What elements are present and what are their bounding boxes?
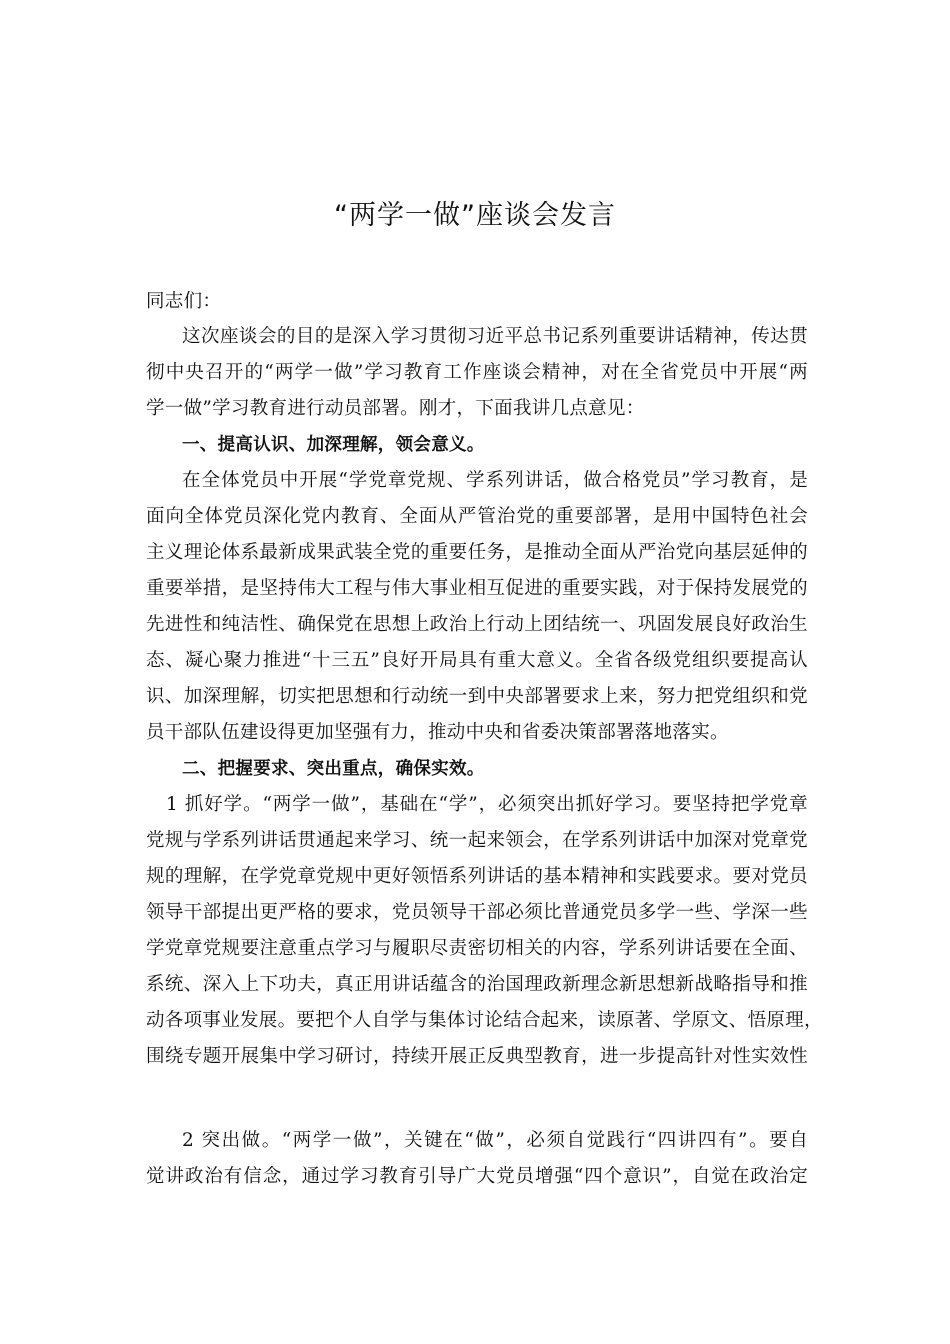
- paragraph-line: 在全体党员中开展“学党章党规、学系列讲话，做合格党员”学习教育，是: [182, 470, 808, 491]
- paragraph-line: 2 突出做。“两学一做”，关键在“做”，必须自觉践行“四讲四有”。要自: [182, 1130, 808, 1151]
- paragraph-line: 围绕专题开展集中学习研讨，持续开展正反典型教育，进一步提高针对性实效性: [146, 1046, 808, 1067]
- paragraph-line: 识、加深理解，切实把思想和行动统一到中央部署要求上来，努力把党组织和党: [146, 686, 808, 707]
- paragraph-line: 先进性和纯洁性、确保党在思想上政治上行动上团结统一、巩固发展良好政治生: [146, 614, 808, 635]
- salutation: 同志们：: [146, 291, 222, 312]
- paragraph-line: 这次座谈会的目的是深入学习贯彻习近平总书记系列重要讲话精神，传达贯: [182, 326, 808, 347]
- section-heading: 二、把握要求、突出重点，确保实效。: [182, 759, 485, 779]
- paragraph-line: 觉讲政治有信念，通过学习教育引导广大党员增强“四个意识”，自觉在政治定: [146, 1166, 808, 1187]
- paragraph-line: 领导干部提出更严格的要求，党员领导干部必须比普通党员多学一些、学深一些: [146, 902, 808, 923]
- paragraph-line: 彻中央召开的“两学一做”学习教育工作座谈会精神，对在全省党员中开展“两: [146, 362, 808, 383]
- paragraph-line: 规的理解，在学党章党规中更好领悟系列讲话的基本精神和实践要求。要对党员: [146, 866, 808, 887]
- paragraph-line: 主义理论体系最新成果武装全党的重要任务，是推动全面从严治党向基层延伸的: [146, 542, 808, 563]
- paragraph-line: 员干部队伍建设得更加坚强有力，推动中央和省委决策部署落地落实。: [146, 722, 729, 743]
- paragraph-line: 学一做”学习教育进行动员部署。刚才，下面我讲几点意见：: [146, 398, 645, 419]
- paragraph-line: 1 抓好学。“两学一做”，基础在“学”，必须突出抓好学习。要坚持把学党章: [166, 794, 808, 815]
- document-title: “两学一做”座谈会发言: [334, 200, 616, 231]
- paragraph-line: 面向全体党员深化党内教育、全面从严管治党的重要部署，是用中国特色社会: [146, 506, 808, 527]
- section-heading: 一、提高认识、加深理解，领会意义。: [182, 435, 485, 455]
- paragraph-line: 学党章党规要注意重点学习与履职尽责密切相关的内容，学系列讲话要在全面、: [146, 938, 808, 959]
- paragraph-line: 系统、深入上下功夫，真正用讲话蕴含的治国理政新理念新思想新战略指导和推: [146, 974, 808, 995]
- paragraph-line: 重要举措，是坚持伟大工程与伟大事业相互促进的重要实践，对于保持发展党的: [146, 578, 808, 599]
- paragraph-line: 党规与学系列讲话贯通起来学习、统一起来领会，在学系列讲话中加深对党章党: [146, 830, 808, 851]
- paragraph-line: 态、凝心聚力推进“十三五”良好开局具有重大意义。全省各级党组织要提高认: [146, 650, 808, 671]
- paragraph-line: 动各项事业发展。要把个人自学与集体讨论结合起来，读原著、学原文、悟原理，: [146, 1010, 823, 1031]
